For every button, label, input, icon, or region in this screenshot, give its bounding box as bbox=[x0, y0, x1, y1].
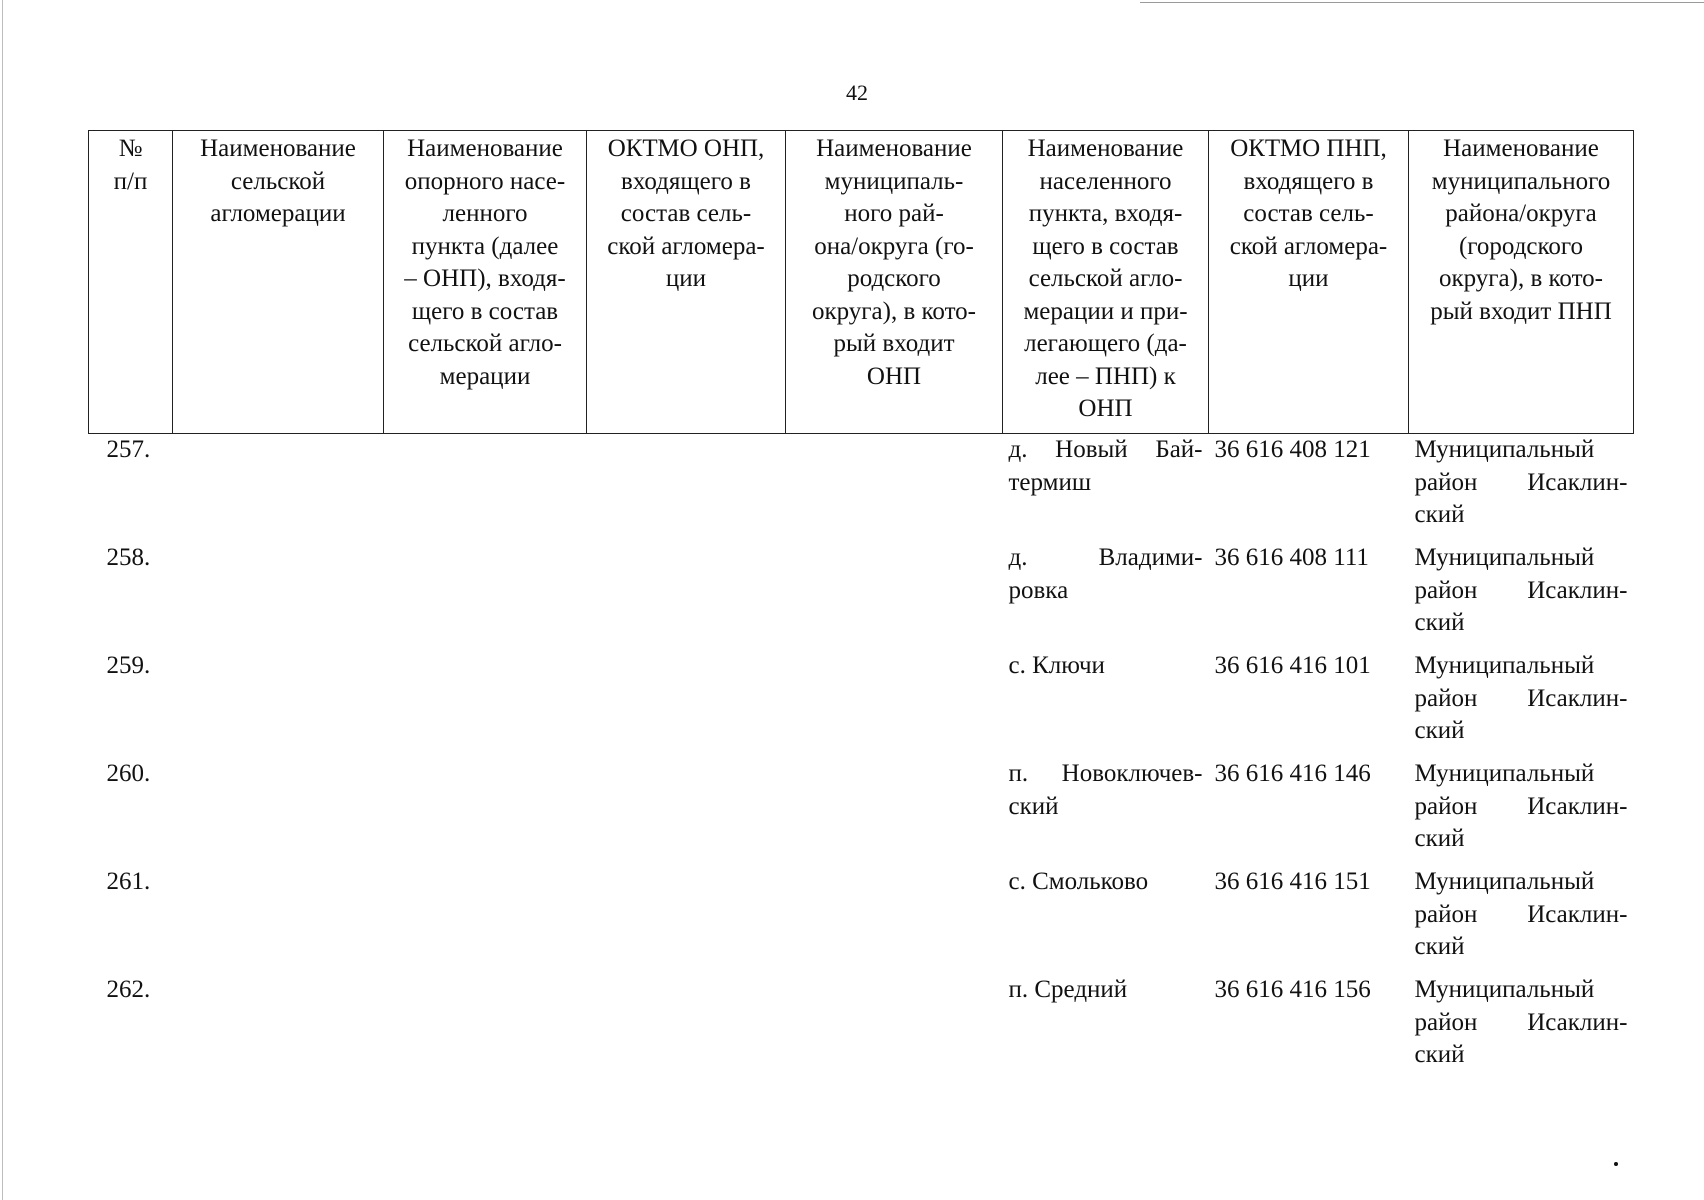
onp-name-cell bbox=[384, 434, 587, 543]
header-pnp-oktmo bbox=[1209, 131, 1409, 434]
pnp-oktmo-cell: 36 616 408 111 bbox=[1214, 544, 1369, 571]
header-line: мерации и при- bbox=[1023, 297, 1188, 325]
pnp-district-line: район Исаклин- bbox=[1414, 576, 1628, 604]
agglomeration-name-cell bbox=[173, 542, 384, 650]
scan-edge-top bbox=[1140, 2, 1704, 3]
pnp-district-line: ский bbox=[1414, 609, 1465, 636]
onp-oktmo-cell bbox=[587, 542, 786, 650]
header-num bbox=[89, 131, 173, 434]
pnp-name-line: ровка bbox=[1008, 576, 1069, 604]
header-line: щего в состав bbox=[411, 297, 559, 325]
header-line: состав сель- bbox=[1243, 200, 1374, 227]
header-line: щего в состав bbox=[1032, 232, 1179, 260]
pnp-district-line: Муниципальный bbox=[1414, 760, 1595, 787]
pnp-name-cell bbox=[1003, 434, 1209, 543]
pnp-district-cell bbox=[1409, 434, 1634, 543]
row-number-cell: 259. bbox=[106, 652, 151, 679]
header-line: Наименование bbox=[200, 135, 356, 162]
header-onp-district bbox=[786, 131, 1003, 434]
table-row bbox=[89, 434, 1634, 543]
table-row bbox=[89, 974, 1634, 1082]
pnp-district-line: Муниципальный bbox=[1414, 544, 1595, 571]
header-line: района/округа bbox=[1445, 200, 1597, 227]
header-line: сельской агло- bbox=[408, 330, 562, 357]
pnp-district-line: район Исаклин- bbox=[1414, 468, 1628, 496]
table-row bbox=[89, 542, 1634, 650]
onp-district-cell bbox=[786, 434, 1003, 543]
header-line: – ОНП), входя- bbox=[404, 265, 566, 292]
pnp-name-cell bbox=[1003, 758, 1209, 866]
pnp-name-cell bbox=[1003, 542, 1209, 650]
pnp-district-line: Муниципальный bbox=[1414, 976, 1595, 1003]
pnp-district-line: Муниципальный bbox=[1414, 652, 1595, 679]
pnp-district-line: ский bbox=[1414, 501, 1465, 528]
pnp-district-line: район Исаклин- bbox=[1414, 1008, 1628, 1036]
pnp-district-cell bbox=[1409, 542, 1634, 650]
pnp-district-cell bbox=[1409, 974, 1634, 1082]
table-header-row bbox=[89, 131, 1634, 434]
header-line: округа), в кото- bbox=[1438, 265, 1603, 292]
pnp-district-line: район Исаклин- bbox=[1414, 900, 1628, 928]
pnp-oktmo-cell: 36 616 416 151 bbox=[1214, 868, 1371, 895]
header-line: (городского bbox=[1458, 232, 1584, 260]
header-line: ОНП bbox=[866, 362, 922, 390]
scan-speck bbox=[1614, 1162, 1618, 1166]
row-number-cell: 258. bbox=[106, 544, 151, 571]
header-line: агломерации bbox=[210, 200, 346, 227]
header-line: рый входит ПНП bbox=[1430, 297, 1612, 325]
row-number-cell: 262. bbox=[106, 976, 151, 1003]
onp-name-cell bbox=[384, 542, 587, 650]
header-line: легающего (да- bbox=[1024, 330, 1187, 357]
onp-district-cell bbox=[786, 758, 1003, 866]
header-line: рый входит bbox=[833, 330, 955, 357]
header-agglomeration-name bbox=[173, 131, 384, 434]
header-line: ного рай- bbox=[844, 200, 944, 227]
pnp-name-cell bbox=[1003, 866, 1209, 974]
pnp-name-cell bbox=[1003, 974, 1209, 1082]
onp-district-cell bbox=[786, 866, 1003, 974]
agglomeration-name-cell bbox=[173, 974, 384, 1082]
header-onp-name bbox=[384, 131, 587, 434]
header-line: № bbox=[118, 135, 143, 162]
pnp-oktmo-cell: 36 616 416 146 bbox=[1214, 760, 1371, 787]
header-line: Наименование bbox=[407, 135, 563, 162]
header-line: муниципаль- bbox=[824, 167, 964, 195]
pnp-district-line: Муниципальный bbox=[1414, 868, 1595, 895]
onp-name-cell bbox=[384, 758, 587, 866]
header-line: муниципального bbox=[1431, 167, 1611, 195]
header-line: входящего в bbox=[621, 167, 751, 195]
pnp-name-line: д. Владими- bbox=[1008, 544, 1203, 571]
pnp-district-cell bbox=[1409, 866, 1634, 974]
row-number-cell: 257. bbox=[106, 436, 151, 463]
agglomeration-name-cell bbox=[173, 650, 384, 758]
pnp-name-line: с. Ключи bbox=[1008, 652, 1105, 679]
onp-district-cell bbox=[786, 650, 1003, 758]
onp-oktmo-cell bbox=[587, 434, 786, 543]
agglomeration-name-cell bbox=[173, 866, 384, 974]
pnp-district-line: район Исаклин- bbox=[1414, 684, 1628, 712]
header-line: округа), в кото- bbox=[811, 297, 976, 325]
pnp-oktmo-cell: 36 616 408 121 bbox=[1214, 436, 1371, 463]
header-line: опорного насе- bbox=[404, 167, 566, 195]
table-row bbox=[89, 650, 1634, 758]
onp-district-cell bbox=[786, 542, 1003, 650]
onp-name-cell bbox=[384, 650, 587, 758]
header-line: входящего в bbox=[1243, 167, 1374, 195]
scan-edge-left bbox=[2, 0, 3, 1200]
row-number-cell: 260. bbox=[106, 760, 151, 787]
pnp-district-line: ский bbox=[1414, 717, 1465, 744]
pnp-district-line: ский bbox=[1414, 1041, 1465, 1068]
header-line: Наименование bbox=[1443, 135, 1599, 162]
table-row bbox=[89, 866, 1634, 974]
pnp-name-line: ский bbox=[1008, 792, 1059, 820]
header-line: сельской агло- bbox=[1028, 265, 1183, 292]
header-pnp-district bbox=[1409, 131, 1634, 434]
pnp-district-line: ский bbox=[1414, 825, 1465, 852]
agglomeration-table bbox=[88, 130, 1634, 1082]
pnp-oktmo-cell: 36 616 416 101 bbox=[1214, 652, 1371, 679]
header-pnp-name bbox=[1003, 131, 1209, 434]
header-line: лее – ПНП) к bbox=[1035, 362, 1176, 390]
header-line: сельской bbox=[230, 167, 326, 195]
header-line: ской агломера- bbox=[1229, 232, 1388, 260]
onp-oktmo-cell bbox=[587, 758, 786, 866]
header-line: Наименование bbox=[1027, 135, 1184, 162]
pnp-district-cell bbox=[1409, 650, 1634, 758]
header-line: родского bbox=[847, 265, 941, 292]
header-line: ОКТМО ПНП, bbox=[1230, 135, 1387, 162]
header-line: состав сель- bbox=[620, 200, 752, 227]
page-number: 42 bbox=[846, 80, 868, 105]
header-line: пункта, входя- bbox=[1028, 200, 1183, 227]
agglomeration-name-cell bbox=[173, 758, 384, 866]
pnp-name-line: п. Новоключев- bbox=[1008, 760, 1203, 787]
pnp-name-line: с. Смольково bbox=[1008, 868, 1149, 895]
header-line: Наименование bbox=[816, 135, 972, 162]
header-line: ции bbox=[1288, 265, 1329, 292]
pnp-district-cell bbox=[1409, 758, 1634, 866]
table-row bbox=[89, 758, 1634, 866]
header-line: ленного bbox=[442, 200, 528, 227]
header-line: п/п bbox=[113, 167, 148, 195]
header-line: ции bbox=[665, 265, 707, 292]
pnp-district-line: ский bbox=[1414, 933, 1465, 960]
pnp-name-line: д. Новый Бай- bbox=[1008, 436, 1203, 463]
header-line: она/округа (го- bbox=[814, 232, 974, 260]
row-number-cell: 261. bbox=[106, 868, 151, 895]
header-line: населенного bbox=[1039, 167, 1172, 195]
onp-name-cell bbox=[384, 974, 587, 1082]
onp-district-cell bbox=[786, 974, 1003, 1082]
onp-oktmo-cell bbox=[587, 650, 786, 758]
onp-name-cell bbox=[384, 866, 587, 974]
pnp-name-cell bbox=[1003, 650, 1209, 758]
header-line: ской агломера- bbox=[607, 232, 765, 260]
header-line: мерации bbox=[439, 362, 531, 390]
header-line: пункта (далее bbox=[411, 232, 559, 260]
header-onp-oktmo bbox=[587, 131, 786, 434]
pnp-name-line: п. Средний bbox=[1008, 976, 1128, 1003]
agglomeration-name-cell bbox=[173, 434, 384, 543]
pnp-district-line: район Исаклин- bbox=[1414, 792, 1628, 820]
onp-oktmo-cell bbox=[587, 974, 786, 1082]
table-body bbox=[89, 434, 1634, 1083]
onp-oktmo-cell bbox=[587, 866, 786, 974]
header-line: ОКТМО ОНП, bbox=[607, 135, 765, 162]
pnp-oktmo-cell: 36 616 416 156 bbox=[1214, 976, 1371, 1003]
pnp-district-line: Муниципальный bbox=[1414, 436, 1595, 463]
pnp-name-line: термиш bbox=[1008, 468, 1092, 496]
header-line: ОНП bbox=[1078, 395, 1133, 422]
